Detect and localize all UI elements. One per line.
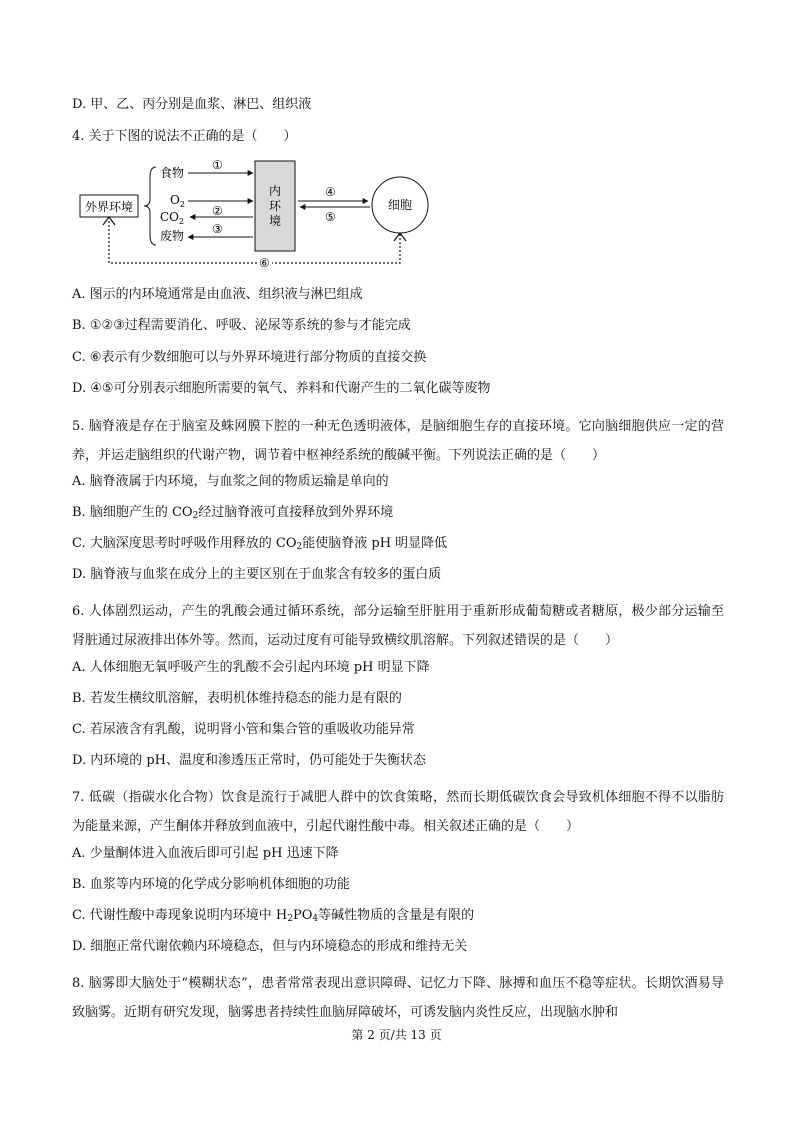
q4-option-b: B. ①②③过程需要消化、呼吸、泌尿等系统的参与才能完成: [72, 318, 411, 333]
q6-option-b: B. 若发生横纹肌溶解，表明机体维持稳态的能力是有限的: [72, 691, 402, 706]
circle-4: ④: [325, 185, 336, 199]
outer-env-label: 外界环境: [84, 200, 134, 214]
food-label: 食物: [160, 166, 185, 180]
q5-option-d: D. 脑脊液与血浆在成分上的主要区别在于血浆含有较多的蛋白质: [72, 567, 442, 582]
waste-label: 废物: [160, 229, 185, 243]
inner-env-char-2: 环: [268, 199, 282, 213]
inner-env-char-1: 内: [268, 184, 282, 198]
o2-label: $O_2$: [170, 193, 185, 209]
circle-3: ③: [212, 222, 223, 236]
q5-option-a: A. 脑脊液属于内环境，与血浆之间的物质运输是单向的: [72, 474, 389, 489]
page-footer: 第 2 页/共 13 页: [351, 1028, 442, 1042]
q4-option-d: D. ④⑤可分别表示细胞所需要的氧气、养料和代谢产生的二氧化碳等废物: [72, 381, 491, 396]
q5-option-b: B. 脑细胞产生的 $CO_2$经过脑脊液可直接释放到外界环境: [72, 505, 394, 521]
q7-option-c: C. 代谢性酸中毒现象说明内环境中 $H_2PO_4$等碱性物质的含量是有限的: [72, 908, 475, 924]
q4-option-a: A. 图示的内环境通常是由血液、组织液与淋巴组成: [72, 287, 363, 302]
q5-option-c: C. 大脑深度思考时呼吸作用释放的 $CO_2$能使脑脊液 pH 明显降低: [72, 536, 448, 552]
q4-option-c: C. ⑥表示有少数细胞可以与外界环境进行部分物质的直接交换: [72, 350, 427, 365]
q5-stem: 5. 脑脊液是存在于脑室及蛛网膜下腔的一种无色透明液体，是脑细胞生存的直接环境。它向脑细胞供应一定的营养，并运走脑组织的代谢产物，调节着中枢神经系统的酸碱平衡。下列说法正确的是（ ）: [72, 419, 724, 463]
cell-label: 细胞: [387, 198, 413, 212]
brace: [144, 167, 156, 245]
circle-1: ①: [212, 158, 223, 172]
circle-5: ⑤: [325, 210, 336, 224]
q6-option-a: A. 人体细胞无氧呼吸产生的乳酸不会引起内环境 pH 明显下降: [72, 660, 430, 675]
q6-option-c: C. 若尿液含有乳酸，说明肾小管和集合管的重吸收功能异常: [72, 722, 415, 737]
circle-6: ⑥: [259, 256, 270, 270]
q7-option-b: B. 血浆等内环境的化学成分影响机体细胞的功能: [72, 877, 350, 892]
q7-option-d: D. 细胞正常代谢依赖内环境稳态，但与内环境稳态的形成和维持无关: [72, 939, 468, 954]
circle-2: ②: [212, 204, 223, 218]
q6-option-d: D. 内环境的 pH、温度和渗透压正常时，仍可能处于失衡状态: [72, 753, 427, 768]
q8-stem: 8. 脑雾即大脑处于“模糊状态”，患者常常表现出意识障碍、记忆力下降、脉搏和血压不稳等症状。长期饮酒易导致脑雾。近期有研究发现，脑雾患者持续性血脑屏障破坏，可诱发脑内炎性反应，出现脑水肿和: [72, 976, 724, 1020]
q3-option-d: D. 甲、乙、丙分别是血浆、淋巴、组织液: [72, 97, 312, 112]
q7-option-a: A. 少量酮体进入血液后即可引起 pH 迅速下降: [72, 846, 339, 861]
environment-diagram: [72, 155, 452, 273]
inner-env-char-3: 境: [268, 214, 282, 228]
co2-label: $CO_2$: [160, 210, 185, 226]
q7-stem: 7. 低碳（指碳水化合物）饮食是流行于减肥人群中的饮食策略，然而长期低碳饮食会导致机体细胞不得不以脂肪为能量来源，产生酮体并释放到血液中，引起代谢性酸中毒。相关叙述正确的是（ ）: [72, 790, 724, 834]
q4-stem: 4. 关于下图的说法不正确的是（ ）: [72, 129, 297, 144]
q6-stem: 6. 人体剧烈运动，产生的乳酸会通过循环系统，部分运输至肝脏用于重新形成葡萄糖或者糖原，极少部分运输至肾脏通过尿液排出体外等。然而，运动过度有可能导致横纹肌溶解。下列叙述错误的是（ ）: [72, 604, 724, 648]
